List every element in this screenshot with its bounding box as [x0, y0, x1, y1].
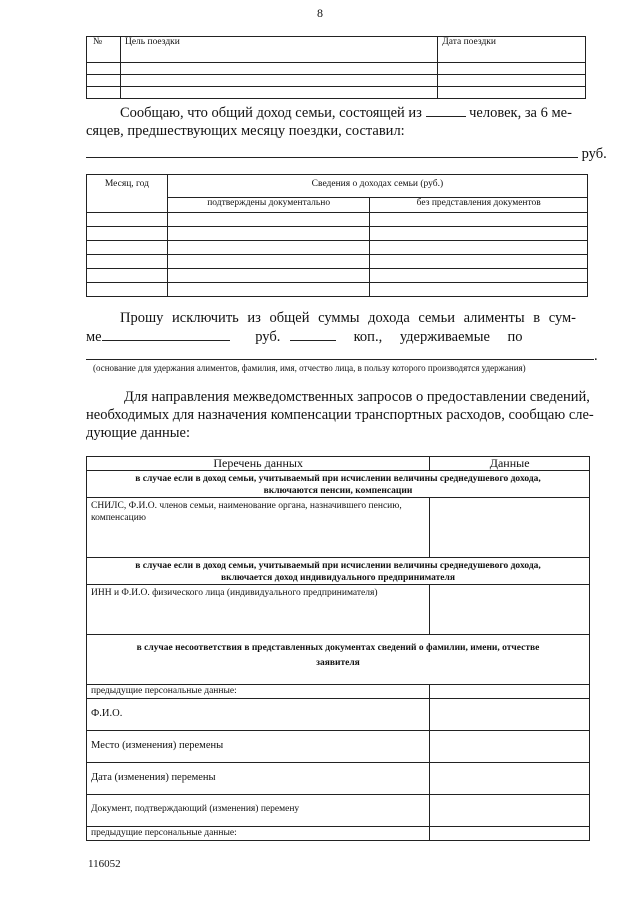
income-cell[interactable]: [87, 269, 168, 283]
income-cell[interactable]: [167, 269, 370, 283]
income-cell[interactable]: [370, 283, 588, 297]
data-table: [86, 456, 590, 841]
income-line2: сяцев, предшествующих месяцу поездки, составил:: [86, 123, 405, 139]
data-row-label: предыдущие персональные данные:: [87, 685, 430, 699]
alimony-line2-a: ме: [86, 329, 102, 345]
income-cell[interactable]: [167, 241, 370, 255]
income-currency: руб.: [581, 146, 607, 162]
income-cell[interactable]: [87, 241, 168, 255]
alimony-line2-c: коп., удерживаемые по: [353, 329, 523, 345]
family-size-field[interactable]: [426, 103, 466, 117]
data-row-label: предыдущие персональные данные:: [87, 827, 430, 841]
income-line1-b: человек, за 6 ме-: [469, 105, 572, 121]
section-name-change-header: в случае несоответствия в представленных документах сведений о фамилии, имени, отчестве заявителя: [87, 635, 590, 685]
trip-cell[interactable]: [438, 87, 586, 99]
data-row-label: Дата (изменения) перемены: [87, 763, 430, 795]
income-statement: [86, 103, 610, 163]
trip-cell[interactable]: [438, 63, 586, 75]
income-line1-a: Сообщаю, что общий доход семьи, состоящей из: [120, 105, 422, 121]
requests-line1: Для направления межведомственных запросов о предоставлении сведений,: [124, 389, 590, 405]
income-cell[interactable]: [167, 213, 370, 227]
data-value-cell[interactable]: [430, 685, 590, 699]
requests-line2: необходимых для назначения компенсации транспортных расходов, сообщаю сле-: [86, 407, 594, 423]
total-income-field[interactable]: [86, 144, 578, 158]
income-cell[interactable]: [87, 213, 168, 227]
trip-table: [86, 36, 586, 99]
section-pensions-header: в случае если в доход семьи, учитываемый при исчислении величины среднедушевого дохода, включаются пенсии, компенсации: [87, 471, 590, 498]
income-cell[interactable]: [167, 255, 370, 269]
income-cell[interactable]: [87, 227, 168, 241]
income-cell[interactable]: [370, 255, 588, 269]
trip-cell[interactable]: [120, 75, 437, 87]
trip-cell[interactable]: [438, 75, 586, 87]
page-number: 8: [317, 6, 323, 20]
trip-cell[interactable]: [120, 63, 437, 75]
trip-col-no: №: [87, 37, 121, 63]
data-row-label: Документ, подтверждающий (изменения) перемену: [87, 795, 430, 827]
income-cell[interactable]: [370, 213, 588, 227]
data-value-cell[interactable]: [430, 498, 590, 558]
income-cell[interactable]: [87, 283, 168, 297]
income-cell[interactable]: [87, 255, 168, 269]
income-cell[interactable]: [167, 227, 370, 241]
data-col-data: Данные: [430, 457, 590, 471]
alimony-basis-field[interactable]: [86, 346, 594, 360]
alimony-rub-label: руб.: [255, 329, 281, 345]
data-value-cell[interactable]: [430, 731, 590, 763]
income-table: [86, 174, 588, 297]
section-entrepreneur-header: в случае если в доход семьи, учитываемый при исчислении величины среднедушевого дохода, включается доход индивидуального предпринимателя: [87, 558, 590, 585]
alimony-kop-field[interactable]: [290, 327, 336, 341]
alimony-rub-field[interactable]: [102, 327, 230, 341]
income-cell[interactable]: [370, 227, 588, 241]
trip-col-purpose: Цель поездки: [120, 37, 437, 63]
section-entrepreneur-row: ИНН и Ф.И.О. физического лица (индивидуального предпринимателя): [87, 585, 430, 635]
data-value-cell[interactable]: [430, 699, 590, 731]
alimony-line1: Прошу исключить из общей суммы дохода семьи алименты в сум-: [120, 310, 577, 326]
trip-cell[interactable]: [87, 87, 121, 99]
requests-line3: дующие данные:: [86, 425, 190, 441]
alimony-request: [86, 309, 610, 365]
data-value-cell[interactable]: [430, 585, 590, 635]
alimony-footnote: (основание для удержания алиментов, фамилия, имя, отчество лица, в пользу которого производятся удержания): [93, 363, 526, 373]
data-col-list: Перечень данных: [87, 457, 430, 471]
alimony-line3-end: .: [594, 348, 598, 364]
trip-cell[interactable]: [87, 75, 121, 87]
form-code: 116052: [88, 858, 121, 870]
section-pensions-row: СНИЛС, Ф.И.О. членов семьи, наименование органа, назначившего пенсию, компенсацию: [87, 498, 430, 558]
trip-cell[interactable]: [120, 87, 437, 99]
income-col-month: Месяц, год: [87, 175, 168, 213]
data-row-label: Место (изменения) перемены: [87, 731, 430, 763]
income-cell[interactable]: [370, 241, 588, 255]
income-cell[interactable]: [370, 269, 588, 283]
data-value-cell[interactable]: [430, 827, 590, 841]
requests-intro: [86, 388, 614, 442]
data-value-cell[interactable]: [430, 763, 590, 795]
trip-col-date: Дата поездки: [438, 37, 586, 63]
income-col-unconfirmed: без представления документов: [370, 198, 588, 213]
trip-cell[interactable]: [87, 63, 121, 75]
income-col-confirmed: подтверждены документально: [167, 198, 370, 213]
data-row-label: Ф.И.О.: [87, 699, 430, 731]
data-value-cell[interactable]: [430, 795, 590, 827]
income-cell[interactable]: [167, 283, 370, 297]
income-col-info: Сведения о доходах семьи (руб.): [167, 175, 587, 198]
